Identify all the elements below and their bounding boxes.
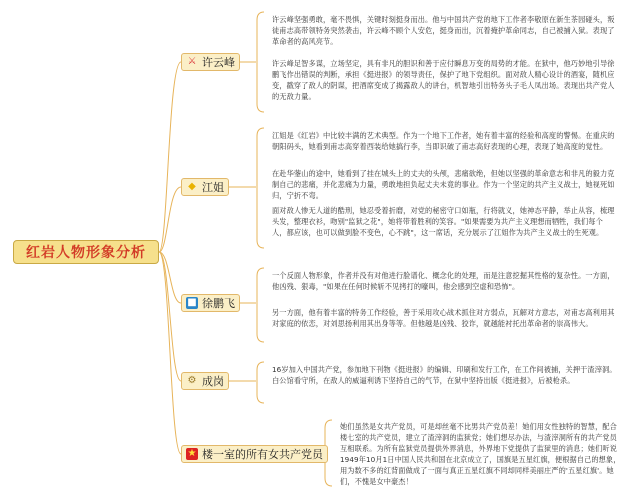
link-root-b0 [159,62,181,252]
branch-female-party-members[interactable] [181,445,328,463]
bracket-b2 [257,268,264,342]
bracket-b1 [257,128,264,248]
crossed-swords-icon: ⚔ [187,56,197,67]
branch-xu-pengfei[interactable] [181,294,240,312]
branch-paragraph: 她们虽然是女共产党员，可是却丝毫不比男共产党员差！她们用女性独特的智慧，配合楼七室的共产党员，建立了渣滓洞的监狱党；她们想尽办法，与渣滓洞所有的共产党员互相联系。为所有监狱党员提供外界消息，外界地下党提供了监狱里的消息；她们听说1949年10月1日中国人民共和国在北京成立了，国旗是五星红旗，便根据自己的想象，用为数不多的红背面做成了一面与真正五星红旗不同却同样美丽庄严的'五星红旗'。她们，不愧是女中豪杰！ [340,422,621,486]
diamond-icon: ◆ [188,181,196,192]
branch-paragraph: 16岁加入中国共产党，参加地下刊物《挺进报》的编辑、印刷和发行工作，在工作间被捕，关押于渣滓洞。白公馆看守所，在敌人的威逼利诱下坚持自己的气节，在狱中坚持出版《挺进报》，后被枪杀。 [272,365,617,385]
branch-paragraph: 许云峰坚强勇敢，毫不畏惧，关键时刻挺身而出。他与中国共产党的地下工作者李敬原在新生茶园碰头，叛徒甫志高带领特务突然袭击，许云峰不顾个人安危，挺身而出，沉着掩护革命同志，自己被捕入狱。表现了革命者的高风亮节。 [272,15,615,46]
bracket-b3 [257,362,264,403]
branch-label: 江姐 [202,181,224,194]
square-icon: ■ [187,297,197,308]
branch-paragraph: 面对敌人惨无人道的酷刑，她忍受着折磨，对党的秘密守口如瓶，行将就义，她神态平静，举止从容，梳理头发，整理衣衫，吻别"监狱之花"，她将带着胜利的笑容。"如果需要为共产主义理想而牺牲，我们每个人，都应该，也可以做到脸不变色，心不跳"，这一席话，充分展示了江姐作为共产主义战士的生死观。 [272,206,615,237]
bracket-b0 [257,12,264,112]
branch-jiang-jie[interactable] [181,178,229,196]
root-topic[interactable]: 红岩人物形象分析 [13,240,159,264]
branch-label: 楼一室的所有女共产党员 [202,448,323,461]
flag-icon: ★ [187,448,197,459]
branch-paragraph: 在赴华蓥山的途中，她看到了挂在城头上的丈夫的头颅，悲痛欲绝，但她以坚强的革命意志和非凡的毅力克制自己的悲痛，并化悲痛为力量，勇敢地担负起丈夫未竟的事业。作为一个坚定的共产主义战士，她视死如归，宁折不弯。 [272,169,615,200]
branch-paragraph: 一个反面人物形象，作者并没有对他进行脸谱化、概念化的处理，而是注意挖掘其性格的复杂性。一方面，他凶残、狠毒，"如果在任何时候斩不见拷打的嚎叫，他会感到空虚和恐怖"。 [272,271,615,291]
branch-paragraph: 江姐是《红岩》中比较丰满的艺术典型。作为一个地下工作者，她有着丰富的经验和高度的警惕。在重庆的朝阳码头，她看到甫志高穿着西装给她搞行李，当即识破了甫志高好表现的心理，表现了她高度的觉性。 [272,131,615,151]
branch-label: 成岗 [202,375,224,388]
link-root-b4 [159,252,181,454]
branch-label: 徐鹏飞 [202,297,235,310]
branch-paragraph: 许云峰足智多谋，立场坚定，具有非凡的胆识和善于应付瞬息万变的局势的才能。在狱中，他巧妙地引导徐鹏飞作出错误的判断，承担《挺进报》的领导责任，保护了地下党组织。面对敌人精心设计的酒宴，随机应变，戳穿了敌人的阴谋，把酒席变成了揭露敌人的讲台，机智地引出特务头子毛人凤出场。表现出共产党人的无敌力量。 [272,59,615,101]
branch-label: 许云峰 [202,56,235,69]
branch-xu-yunfeng[interactable] [181,53,240,71]
gear-icon: ⚙ [187,375,197,386]
branch-cheng-gang[interactable] [181,372,229,390]
branch-paragraph: 另一方面，他有着丰富的特务工作经验，善于采用攻心战术抓住对方弱点，瓦解对方意志，对甫志高利用其对家庭的依恋，对刘思扬利用其出身等等。但他越是凶残、狡诈，就越能衬托出革命者的崇高伟大。 [272,308,615,328]
